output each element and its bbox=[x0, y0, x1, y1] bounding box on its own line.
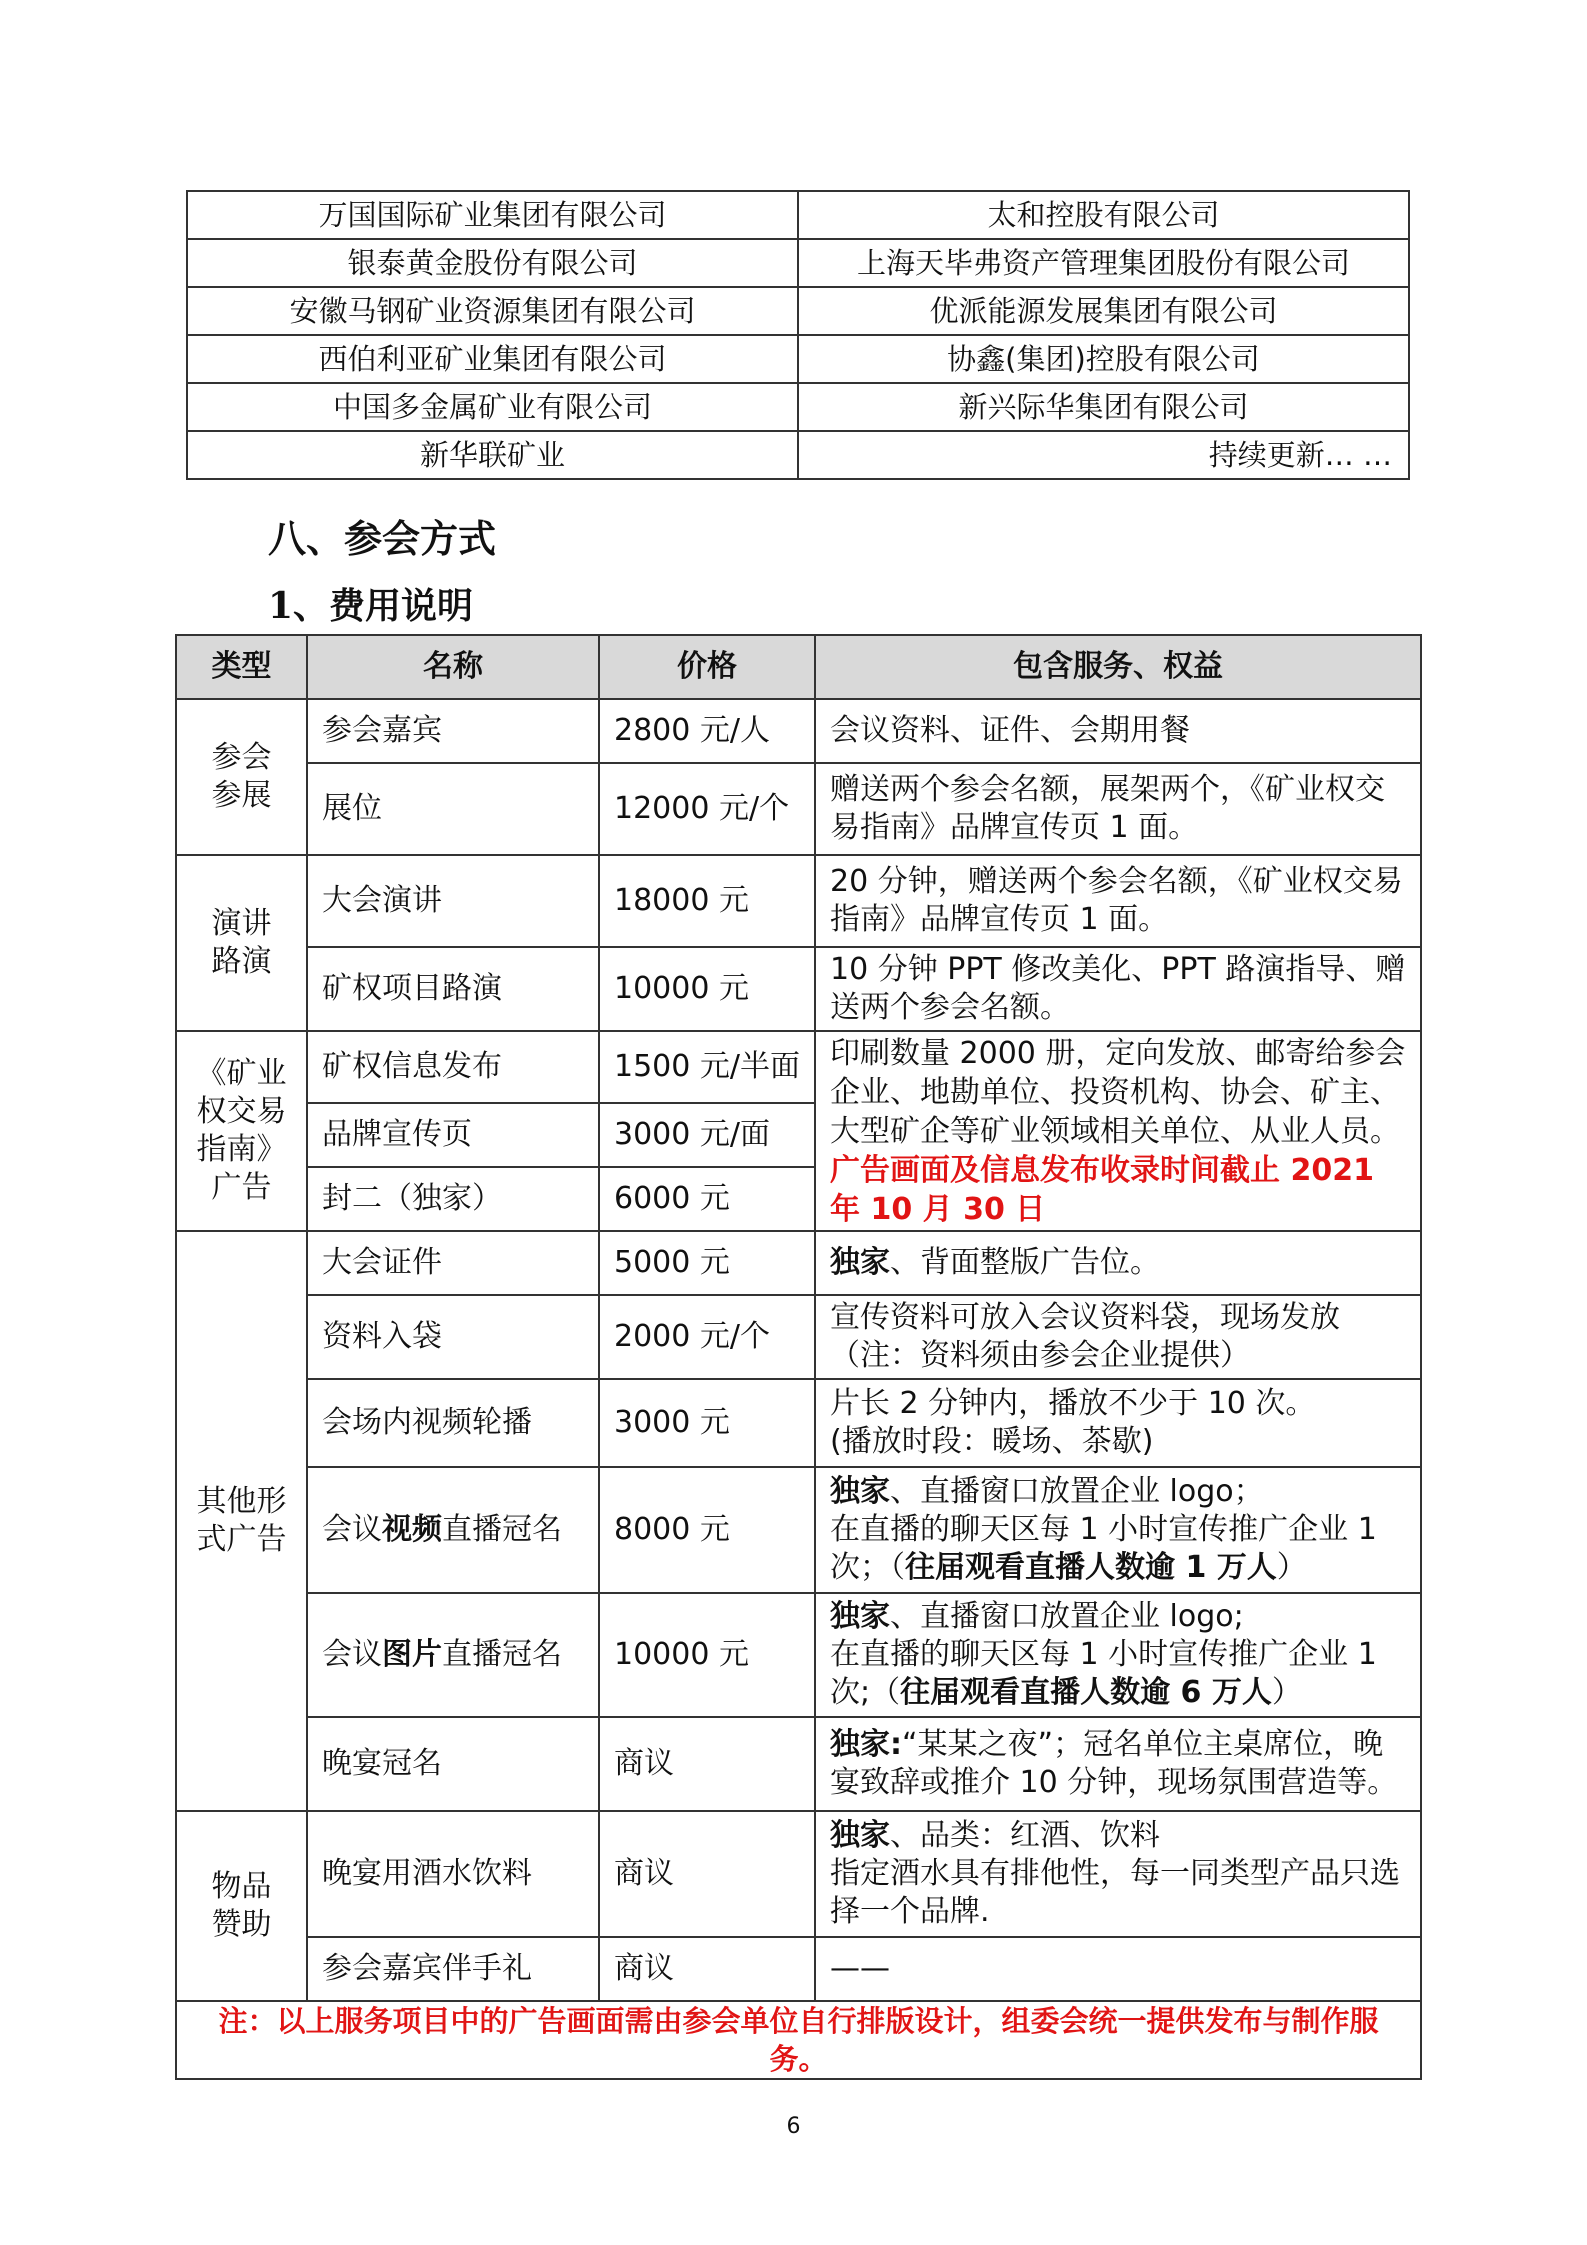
item-price: 3000 元/面 bbox=[599, 1103, 815, 1167]
desc-text: 在直播的聊天区每 1 小时宣传推广企业 1 次;（ bbox=[830, 1637, 1377, 1710]
desc-text: 、直播窗口放置企业 logo; bbox=[890, 1599, 1244, 1634]
company-list-table bbox=[186, 190, 1410, 480]
item-price: 10000 元 bbox=[599, 1593, 815, 1717]
name-part: 会议 bbox=[322, 1512, 382, 1547]
header-services: 包含服务、权益 bbox=[815, 635, 1421, 699]
exclusive-label: 独家: bbox=[830, 1727, 902, 1762]
item-desc bbox=[815, 1467, 1421, 1593]
type-cell bbox=[176, 1031, 307, 1231]
company-name: 安徽马钢矿业资源集团有限公司 bbox=[187, 287, 798, 335]
table-row bbox=[176, 1231, 1421, 1295]
item-price: 2000 元/个 bbox=[599, 1295, 815, 1379]
desc-line bbox=[830, 1817, 1406, 1855]
company-name: 银泰黄金股份有限公司 bbox=[187, 239, 798, 287]
company-row bbox=[187, 383, 1409, 431]
desc-text: “某某之夜”；冠名单位主桌席位，晚宴致辞或推介 10 分钟，现场氛围营造等。 bbox=[830, 1727, 1398, 1800]
company-name: 上海天毕弗资产管理集团股份有限公司 bbox=[798, 239, 1409, 287]
name-part: 直播冠名 bbox=[442, 1512, 562, 1547]
company-name: 持续更新… … bbox=[798, 431, 1409, 479]
item-desc: 10 分钟 PPT 修改美化、PPT 路演指导、赠送两个参会名额。 bbox=[815, 947, 1421, 1031]
item-name: 矿权信息发布 bbox=[307, 1031, 599, 1103]
item-price: 商议 bbox=[599, 1717, 815, 1811]
item-price: 10000 元 bbox=[599, 947, 815, 1031]
type-cell bbox=[176, 699, 307, 855]
desc-bold: 往届观看直播人数逾 1 万人 bbox=[905, 1550, 1277, 1585]
item-name: 大会证件 bbox=[307, 1231, 599, 1295]
item-desc bbox=[815, 1717, 1421, 1811]
item-name bbox=[307, 1593, 599, 1717]
item-name: 会场内视频轮播 bbox=[307, 1379, 599, 1467]
desc-text: 、品类：红酒、饮料 bbox=[890, 1818, 1160, 1853]
company-name: 太和控股有限公司 bbox=[798, 191, 1409, 239]
company-name: 西伯利亚矿业集团有限公司 bbox=[187, 335, 798, 383]
guide-desc: 印刷数量 2000 册，定向发放、邮寄给参会企业、地勘单位、投资机构、协会、矿主、大型矿企等矿业领域相关单位、从业人员。 bbox=[830, 1035, 1406, 1149]
table-row bbox=[176, 855, 1421, 947]
deadline-note: 广告画面及信息发布收录时间截止 2021 年 10 月 30 日 bbox=[830, 1152, 1374, 1227]
exclusive-label: 独家 bbox=[830, 1599, 890, 1634]
company-name: 万国国际矿业集团有限公司 bbox=[187, 191, 798, 239]
item-price: 2800 元/人 bbox=[599, 699, 815, 763]
subsection-title: 1、费用说明 bbox=[268, 585, 474, 627]
table-row bbox=[176, 1379, 1421, 1467]
exclusive-label: 独家 bbox=[830, 1245, 890, 1280]
desc-text: 在直播的聊天区每 1 小时宣传推广企业 1 次；（ bbox=[830, 1512, 1377, 1585]
company-row bbox=[187, 191, 1409, 239]
item-price: 18000 元 bbox=[599, 855, 815, 947]
item-name: 品牌宣传页 bbox=[307, 1103, 599, 1167]
item-name: 封二（独家） bbox=[307, 1167, 599, 1231]
desc-line bbox=[830, 1598, 1406, 1636]
name-part: 直播冠名 bbox=[442, 1637, 562, 1672]
item-desc bbox=[815, 1811, 1421, 1937]
company-name: 新兴际华集团有限公司 bbox=[798, 383, 1409, 431]
table-row bbox=[176, 1295, 1421, 1379]
table-row bbox=[176, 1811, 1421, 1937]
name-part: 会议 bbox=[322, 1637, 382, 1672]
table-row bbox=[176, 1937, 1421, 2001]
item-desc bbox=[815, 1379, 1421, 1467]
item-desc: —— bbox=[815, 1937, 1421, 2001]
type-cell bbox=[176, 1811, 307, 2001]
fee-table bbox=[175, 634, 1422, 2080]
item-price: 8000 元 bbox=[599, 1467, 815, 1593]
header-type: 类型 bbox=[176, 635, 307, 699]
fee-table-header bbox=[176, 635, 1421, 699]
item-name: 大会演讲 bbox=[307, 855, 599, 947]
type-label: 参会参展 bbox=[211, 740, 272, 813]
type-cell bbox=[176, 1231, 307, 1811]
type-label: 《矿业权交易指南》广告 bbox=[196, 1056, 287, 1205]
item-name: 展位 bbox=[307, 763, 599, 855]
item-desc bbox=[815, 1231, 1421, 1295]
item-price: 商议 bbox=[599, 1811, 815, 1937]
desc-text: ） bbox=[1271, 1675, 1302, 1710]
item-desc: 20 分钟，赠送两个参会名额，《矿业权交易指南》品牌宣传页 1 面。 bbox=[815, 855, 1421, 947]
desc-text: ） bbox=[1276, 1550, 1307, 1585]
item-price: 6000 元 bbox=[599, 1167, 815, 1231]
desc-line: 指定酒水具有排他性，每一同类型产品只选择一个品牌. bbox=[830, 1856, 1400, 1929]
item-desc bbox=[815, 1593, 1421, 1717]
type-cell bbox=[176, 855, 307, 1031]
header-name: 名称 bbox=[307, 635, 599, 699]
exclusive-label: 独家 bbox=[830, 1474, 890, 1509]
name-part-bold: 视频 bbox=[382, 1512, 442, 1547]
item-price: 5000 元 bbox=[599, 1231, 815, 1295]
table-row bbox=[176, 1467, 1421, 1593]
item-price: 3000 元 bbox=[599, 1379, 815, 1467]
page-number: 6 bbox=[786, 2114, 801, 2139]
item-price: 1500 元/半面 bbox=[599, 1031, 815, 1103]
company-row bbox=[187, 239, 1409, 287]
desc-line bbox=[830, 1511, 1406, 1587]
note-row bbox=[176, 2001, 1421, 2079]
type-label: 物品赞助 bbox=[211, 1869, 272, 1942]
item-desc bbox=[815, 1031, 1421, 1231]
table-row bbox=[176, 699, 1421, 763]
company-row bbox=[187, 431, 1409, 479]
item-desc: 会议资料、证件、会期用餐 bbox=[815, 699, 1421, 763]
item-name bbox=[307, 1467, 599, 1593]
desc-line: 片长 2 分钟内，播放不少于 10 次。 bbox=[830, 1386, 1316, 1421]
company-row bbox=[187, 287, 1409, 335]
section-title: 八、参会方式 bbox=[268, 517, 497, 561]
type-label: 其他形式广告 bbox=[196, 1484, 287, 1557]
item-name: 参会嘉宾伴手礼 bbox=[307, 1937, 599, 2001]
item-name: 资料入袋 bbox=[307, 1295, 599, 1379]
table-row bbox=[176, 1717, 1421, 1811]
company-name: 中国多金属矿业有限公司 bbox=[187, 383, 798, 431]
desc-line bbox=[830, 1636, 1406, 1712]
item-price: 商议 bbox=[599, 1937, 815, 2001]
company-name: 新华联矿业 bbox=[187, 431, 798, 479]
company-name: 协鑫(集团)控股有限公司 bbox=[798, 335, 1409, 383]
footnote: 注：以上服务项目中的广告画面需由参会单位自行排版设计，组委会统一提供发布与制作服务。 bbox=[176, 2001, 1421, 2079]
desc-text: 、直播窗口放置企业 logo； bbox=[890, 1474, 1264, 1509]
table-row bbox=[176, 1593, 1421, 1717]
item-name: 晚宴用酒水饮料 bbox=[307, 1811, 599, 1937]
item-price: 12000 元/个 bbox=[599, 763, 815, 855]
desc-line: (播放时段：暖场、茶歇) bbox=[830, 1424, 1154, 1459]
company-row bbox=[187, 335, 1409, 383]
table-row bbox=[176, 947, 1421, 1031]
desc-line bbox=[830, 1473, 1406, 1511]
table-row bbox=[176, 1031, 1421, 1103]
table-row bbox=[176, 763, 1421, 855]
company-name: 优派能源发展集团有限公司 bbox=[798, 287, 1409, 335]
type-label: 演讲路演 bbox=[211, 906, 272, 979]
exclusive-label: 独家 bbox=[830, 1818, 890, 1853]
item-name: 矿权项目路演 bbox=[307, 947, 599, 1031]
desc-text: 、背面整版广告位。 bbox=[890, 1245, 1160, 1280]
item-desc: 宣传资料可放入会议资料袋，现场发放（注：资料须由参会企业提供） bbox=[815, 1295, 1421, 1379]
header-price: 价格 bbox=[599, 635, 815, 699]
item-name: 晚宴冠名 bbox=[307, 1717, 599, 1811]
name-part-bold: 图片 bbox=[382, 1637, 442, 1672]
desc-bold: 往届观看直播人数逾 6 万人 bbox=[900, 1675, 1272, 1710]
item-name: 参会嘉宾 bbox=[307, 699, 599, 763]
item-desc: 赠送两个参会名额，展架两个，《矿业权交易指南》品牌宣传页 1 面。 bbox=[815, 763, 1421, 855]
